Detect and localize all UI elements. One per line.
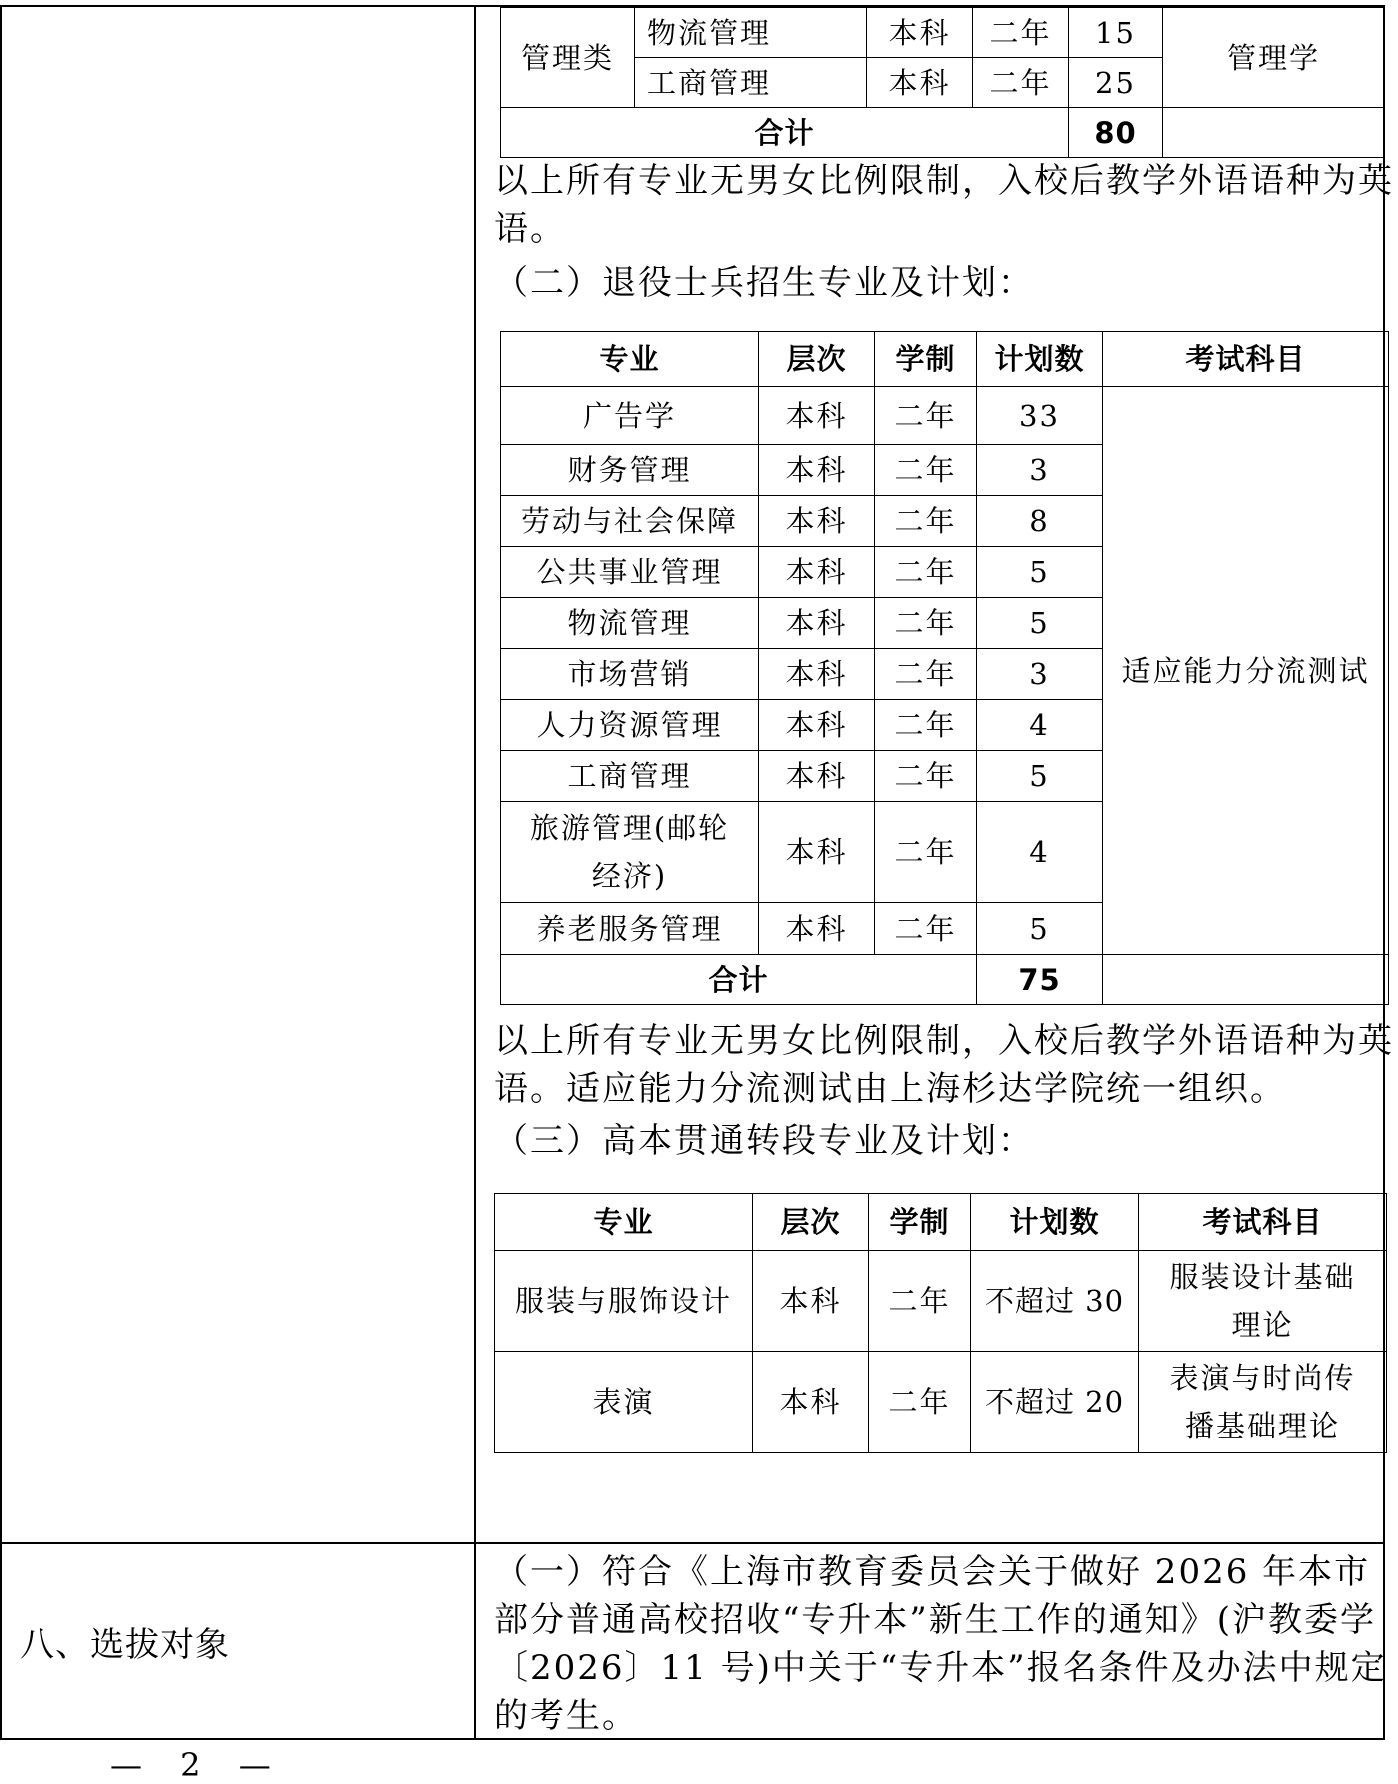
header-duration: 学制 — [875, 332, 977, 387]
heading-veterans: （二）退役士兵招生专业及计划： — [494, 263, 1034, 303]
major-cell: 工商管理 — [501, 751, 759, 802]
major-cell: 物流管理 — [501, 598, 759, 649]
header-level: 层次 — [759, 332, 875, 387]
level-cell: 本科 — [759, 700, 875, 751]
plan-cell: 3 — [977, 649, 1103, 700]
duration-cell: 二年 — [875, 903, 977, 955]
subject-cell: 管理学 — [1163, 8, 1385, 108]
duration-cell: 二年 — [869, 1251, 971, 1352]
total-empty — [1103, 955, 1389, 1005]
level-cell: 本科 — [759, 387, 875, 445]
major-cell: 服装与服饰设计 — [495, 1251, 753, 1352]
plan-cell: 4 — [977, 700, 1103, 751]
header-subject: 考试科目 — [1103, 332, 1389, 387]
header-level: 层次 — [753, 1194, 869, 1251]
duration-cell: 二年 — [875, 496, 977, 547]
header-plan: 计划数 — [977, 332, 1103, 387]
note-regular: 以上所有专业无男女比例限制，入校后教学外语语种为英语。 — [494, 161, 1394, 249]
level-cell: 本科 — [759, 547, 875, 598]
header-major: 专业 — [495, 1194, 753, 1251]
plan-cell: 33 — [977, 387, 1103, 445]
duration-cell: 二年 — [875, 445, 977, 496]
duration-cell: 二年 — [973, 8, 1069, 58]
total-value: 75 — [977, 955, 1103, 1005]
left-empty-cell — [1, 6, 475, 1543]
page-number: — 2 — — [110, 1746, 285, 1784]
plan-cell: 4 — [977, 802, 1103, 903]
major-cell: 广告学 — [501, 387, 759, 445]
level-cell: 本科 — [759, 751, 875, 802]
duration-cell: 二年 — [875, 802, 977, 903]
major-cell: 市场营销 — [501, 649, 759, 700]
duration-cell: 二年 — [869, 1352, 971, 1453]
heading-transfer: （三）高本贯通转段专业及计划： — [494, 1121, 1034, 1161]
level-cell: 本科 — [759, 649, 875, 700]
group-cell: 管理类 — [501, 8, 635, 108]
major-cell: 财务管理 — [501, 445, 759, 496]
total-label: 合计 — [501, 108, 1069, 158]
total-label: 合计 — [501, 955, 977, 1005]
total-empty — [1163, 108, 1385, 158]
plan-cell: 5 — [977, 598, 1103, 649]
level-cell: 本科 — [759, 598, 875, 649]
level-cell: 本科 — [867, 58, 973, 108]
major-cell: 表演 — [495, 1352, 753, 1453]
subject-cell: 服装设计基础理论 — [1139, 1251, 1387, 1352]
duration-cell: 二年 — [875, 598, 977, 649]
plan-cell: 不超过 30 — [971, 1251, 1139, 1352]
duration-cell: 二年 — [875, 700, 977, 751]
header-plan: 计划数 — [971, 1194, 1139, 1251]
plan-cell: 15 — [1069, 8, 1163, 58]
major-cell: 劳动与社会保障 — [501, 496, 759, 547]
level-cell: 本科 — [759, 802, 875, 903]
major-cell: 公共事业管理 — [501, 547, 759, 598]
level-cell: 本科 — [759, 445, 875, 496]
note-veterans: 以上所有专业无男女比例限制，入校后教学外语语种为英语。适应能力分流测试由上海杉达学院统一组织。 — [494, 1021, 1394, 1109]
plan-cell: 5 — [977, 547, 1103, 598]
plan-cell: 5 — [977, 751, 1103, 802]
major-cell: 养老服务管理 — [501, 903, 759, 955]
level-cell: 本科 — [753, 1352, 869, 1453]
duration-cell: 二年 — [875, 387, 977, 445]
level-cell: 本科 — [759, 903, 875, 955]
plan-cell: 25 — [1069, 58, 1163, 108]
subject-cell: 适应能力分流测试 — [1103, 387, 1389, 955]
level-cell: 本科 — [759, 496, 875, 547]
plan-content-cell — [475, 6, 1394, 1543]
major-cell: 旅游管理(邮轮经济) — [501, 802, 759, 903]
section-label: 八、选拔对象 — [20, 1624, 230, 1665]
table-regular-continued — [500, 7, 1385, 158]
table-transfer — [494, 1193, 1387, 1453]
duration-cell: 二年 — [875, 547, 977, 598]
level-cell: 本科 — [867, 8, 973, 58]
subject-cell: 表演与时尚传播基础理论 — [1139, 1352, 1387, 1453]
header-duration: 学制 — [869, 1194, 971, 1251]
duration-cell: 二年 — [875, 751, 977, 802]
total-value: 80 — [1069, 108, 1163, 158]
plan-cell: 不超过 20 — [971, 1352, 1139, 1453]
major-cell: 物流管理 — [635, 8, 867, 58]
duration-cell: 二年 — [973, 58, 1069, 108]
header-subject: 考试科目 — [1139, 1194, 1387, 1251]
header-major: 专业 — [501, 332, 759, 387]
major-cell: 工商管理 — [635, 58, 867, 108]
level-cell: 本科 — [753, 1251, 869, 1352]
table-veterans — [500, 331, 1389, 1005]
outer-table — [0, 5, 1394, 1740]
section-text: （一）符合《上海市教育委员会关于做好 2026 年本市部分普通高校招收“专升本”新生工作的通知》(沪教委学〔2026〕11 号)中关于“专升本”报名条件及办法中规定的考生。 — [494, 1552, 1387, 1736]
duration-cell: 二年 — [875, 649, 977, 700]
plan-cell: 5 — [977, 903, 1103, 955]
major-cell: 人力资源管理 — [501, 700, 759, 751]
plan-cell: 8 — [977, 496, 1103, 547]
plan-cell: 3 — [977, 445, 1103, 496]
section-label-cell — [1, 1543, 475, 1739]
section-text-cell — [475, 1543, 1387, 1739]
